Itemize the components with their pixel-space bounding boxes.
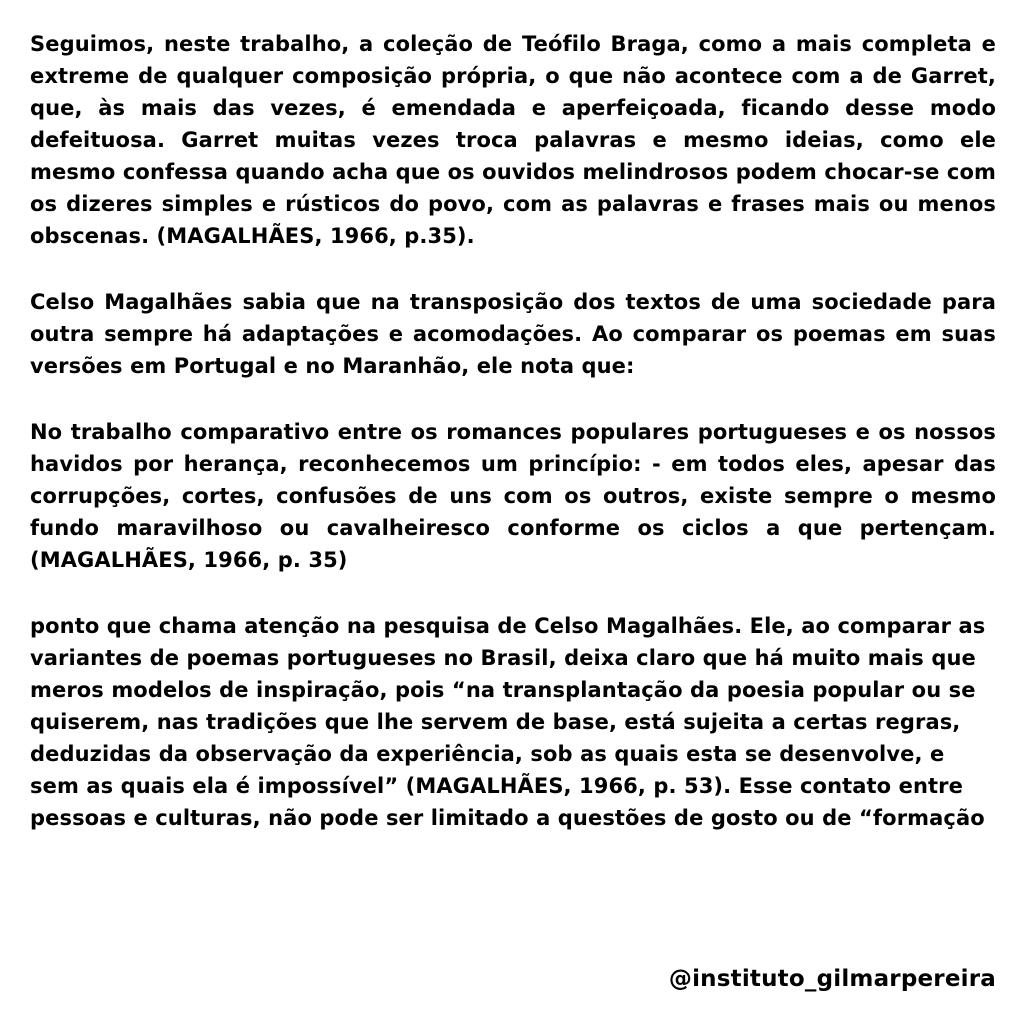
paragraph-ponto-atencao: ponto que chama atenção na pesquisa de Celso Magalhães. Ele, ao comparar as variantes de poemas portugueses no Brasil, deixa claro que há muito mais que meros modelos de inspiração, pois “na transplantação da poesia popular ou se quiserem, nas tradições que lhe servem de base, está sujeita a certas regras, deduzidas da observação da experiência, sob as quais esta se desenvolve, e sem as quais ela é impossível” (MAGALHÃES, 1966, p. 53). Esse contato entre pessoas e culturas, não pode ser limitado a questões de gosto ou de “formação <box>30 614 986 830</box>
document-body <box>30 28 996 868</box>
paragraph-quote-romances: No trabalho comparativo entre os romances populares portugueses e os nossos havidos por herança, reconhecemos um princípio: - em todos eles, apesar das corrupções, cortes, confusões de uns com os outros, existe sempre o mesmo fundo maravilhoso ou cavalheiresco conforme os ciclos a que pertençam. (MAGALHÃES, 1966, p. 35) <box>30 420 996 572</box>
instagram-handle: @instituto_gilmarpereira <box>668 966 996 992</box>
paragraph-quote-teofilo-braga: Seguimos, neste trabalho, a coleção de Teófilo Braga, como a mais completa e extreme de qualquer composição própria, o que não acontece com a de Garret, que, às mais das vezes, é emendada e aperfeiçoada, ficando desse modo defeituosa. Garret muitas vezes troca palavras e mesmo ideias, como ele mesmo confessa quando acha que os ouvidos melindrosos podem chocar-se com os dizeres simples e rústicos do povo, com as palavras e frases mais ou menos obscenas. (MAGALHÃES, 1966, p.35). <box>30 32 996 248</box>
paragraph-celso-magalhaes-intro: Celso Magalhães sabia que na transposição dos textos de uma sociedade para outra sempre há adaptações e acomodações. Ao comparar os poemas em suas versões em Portugal e no Maranhão, ele nota que: <box>30 290 996 378</box>
